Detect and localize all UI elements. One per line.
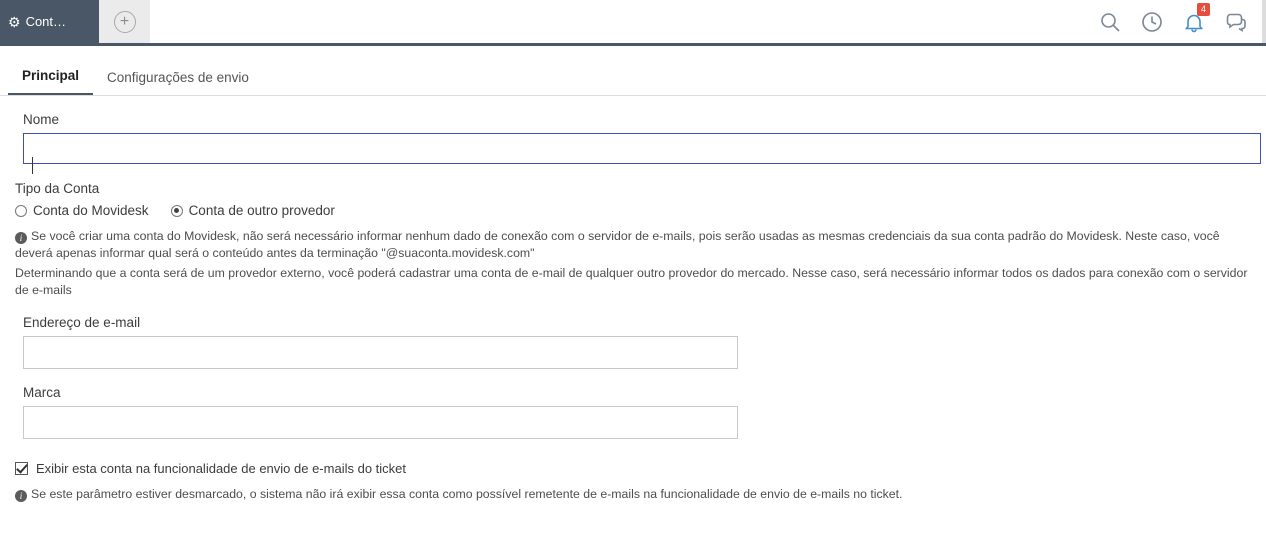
footer-note: Se este parâmetro estiver desmarcado, o sistema não irá exibir essa conta como possível remetente de e-mails na funcionalidade de envio de e-mails no ticket. (31, 487, 903, 501)
top-bar-icons (1098, 0, 1266, 43)
bell-icon[interactable] (1182, 3, 1206, 34)
top-bar-spacer (150, 0, 1098, 43)
radio-conta-outro-provedor-label: Conta de outro provedor (188, 203, 335, 218)
account-type-help (15, 228, 1252, 299)
name-label: Nome (23, 112, 60, 127)
tab-principal-label: Principal (22, 68, 80, 83)
search-icon[interactable] (1098, 10, 1122, 34)
chat-icon[interactable] (1224, 10, 1248, 34)
radio-icon (15, 205, 27, 217)
brand-label: Marca (23, 385, 61, 400)
radio-conta-movidesk[interactable] (15, 203, 149, 218)
account-form (0, 112, 1266, 502)
radio-conta-movidesk-label: Conta do Movidesk (33, 203, 149, 218)
checkbox-help (15, 487, 1252, 502)
tab-principal[interactable] (8, 68, 93, 95)
tab-conta[interactable] (0, 0, 99, 43)
radio-icon-selected (171, 205, 183, 217)
tab-configuracoes-de-envio[interactable] (93, 70, 263, 95)
tab-configuracoes-label: Configurações de envio (107, 70, 249, 85)
info-icon: i (15, 232, 27, 244)
show-account-checkbox-row[interactable] (15, 461, 1252, 476)
plus-icon: + (114, 11, 136, 33)
text-cursor (32, 157, 33, 174)
name-input[interactable] (23, 133, 1261, 164)
radio-conta-outro-provedor[interactable] (171, 203, 335, 218)
clock-icon[interactable] (1140, 10, 1164, 34)
email-label: Endereço de e-mail (23, 315, 141, 330)
brand-input[interactable] (23, 406, 738, 439)
add-tab-button[interactable] (99, 0, 150, 43)
info-icon: i (15, 490, 27, 502)
account-type-radio-group (15, 203, 1252, 218)
help-text-1: Se você criar uma conta do Movidesk, não será necessário informar nenhum dado de conexão com o servidor de e-mails, pois serão usadas as mesmas credenciais da sua conta padrão do Movidesk. Neste caso, você deverá apenas informar qual será o conteúdo antes da terminação "@suaconta.movidesk.com" (15, 229, 1220, 260)
top-bar (0, 0, 1266, 46)
tab-conta-label: Cont… (25, 14, 67, 29)
checkbox-icon (15, 462, 28, 475)
notification-badge: 4 (1197, 3, 1210, 16)
show-account-checkbox-label: Exibir esta conta na funcionalidade de envio de e-mails do ticket (36, 461, 406, 476)
help-text-2: Determinando que a conta será de um provedor externo, você poderá cadastrar uma conta de e-mail de qualquer outro provedor do mercado. Nesse caso, será necessário informar todos os dados para conexão com o servidor de e-mails (15, 266, 1248, 297)
account-type-label: Tipo da Conta (15, 181, 100, 196)
email-input[interactable] (23, 336, 738, 369)
scrollbar-track[interactable] (1262, 0, 1266, 43)
tab-strip (0, 46, 1266, 96)
gear-icon: ⚙ (8, 13, 21, 30)
